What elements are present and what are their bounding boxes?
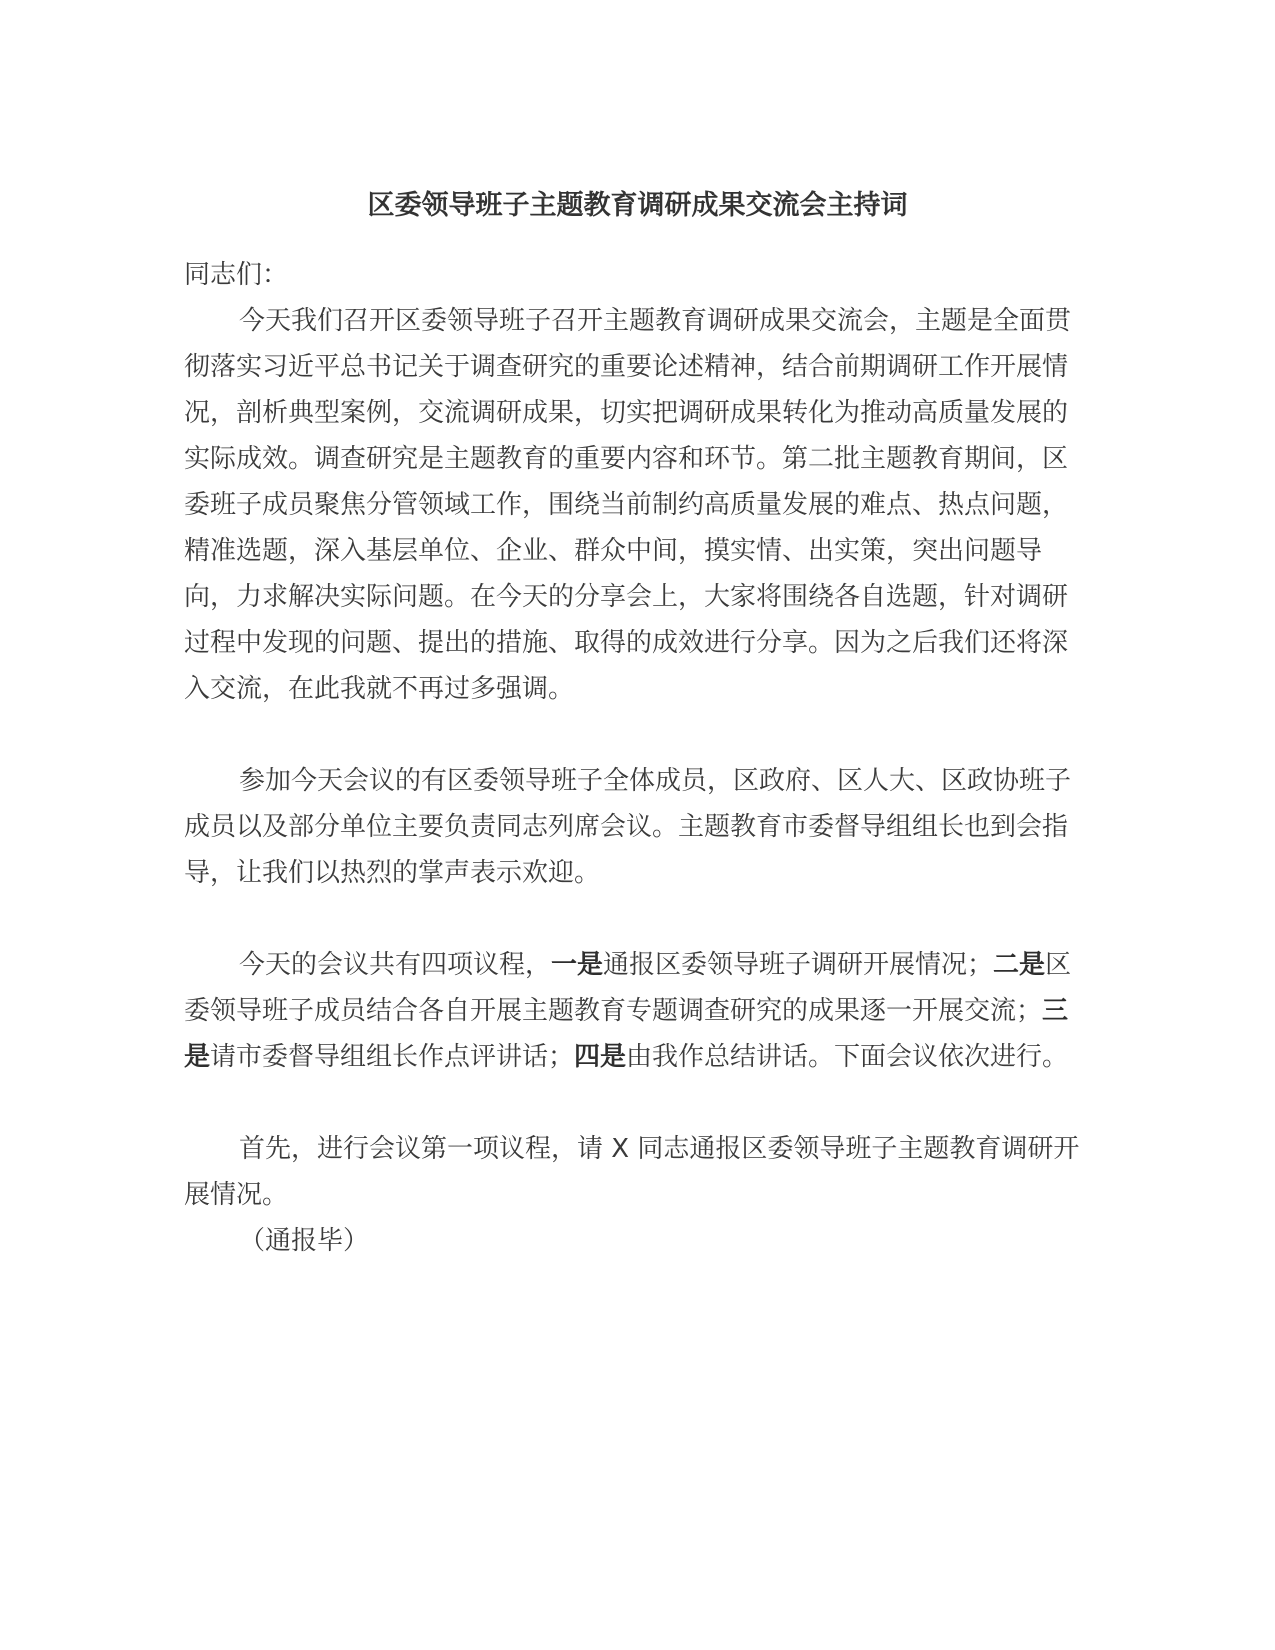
agenda-item-4-label: 四是 (574, 1042, 627, 1072)
agenda-intro: 今天的会议共有四项议程， (239, 950, 552, 980)
document-body (184, 252, 1084, 1264)
agenda-item-2-text: 区委领导班子成员结合各自开展主题教育专题调查研究的成果逐一开展交流； (184, 950, 1072, 1026)
agenda-item-3-text: 请市委督导组组长作点评讲话； (210, 1042, 575, 1072)
paragraph-first-item: 首先，进行会议第一项议程，请 X 同志通报区委领导班子主题教育调研开展情况。 (184, 1134, 1080, 1210)
paragraph-opening: 今天我们召开区委领导班子召开主题教育调研成果交流会，主题是全面贯彻落实习近平总书记关于调查研究的重要论述精神，结合前期调研工作开展情况，剖析典型案例，交流调研成果，切实把调研成果转化为推动高质量发展的实际成效。调查研究是主题教育的重要内容和环节。第二批主题教育期间，区委班子成员聚焦分管领域工作，围绕当前制约高质量发展的难点、热点问题，精准选题，深入基层单位、企业、群众中间，摸实情、出实策，突出问题导向，力求解决实际问题。在今天的分享会上，大家将围绕各自选题，针对调研过程中发现的问题、提出的措施、取得的成效进行分享。因为之后我们还将深入交流，在此我就不再过多强调。 (184, 306, 1072, 704)
agenda-item-4-text: 由我作总结讲话。下面会议依次进行。 (626, 1042, 1069, 1072)
agenda-item-2-label: 二是 (993, 950, 1046, 980)
paragraph-attendees: 参加今天会议的有区委领导班子全体成员，区政府、区人大、区政协班子成员以及部分单位主要负责同志列席会议。主题教育市委督导组组长也到会指导，让我们以热烈的掌声表示欢迎。 (184, 766, 1072, 888)
salutation: 同志们： (184, 260, 289, 290)
paragraph-agenda (184, 942, 1084, 1080)
document-title: 区委领导班子主题教育调研成果交流会主持词 (367, 190, 908, 221)
agenda-item-3-label: 三是 (184, 996, 1069, 1072)
agenda-item-1-label: 一是 (551, 950, 604, 980)
stage-note: （通报毕） (239, 1226, 370, 1256)
agenda-item-1-text: 通报区委领导班子调研开展情况； (603, 950, 994, 980)
